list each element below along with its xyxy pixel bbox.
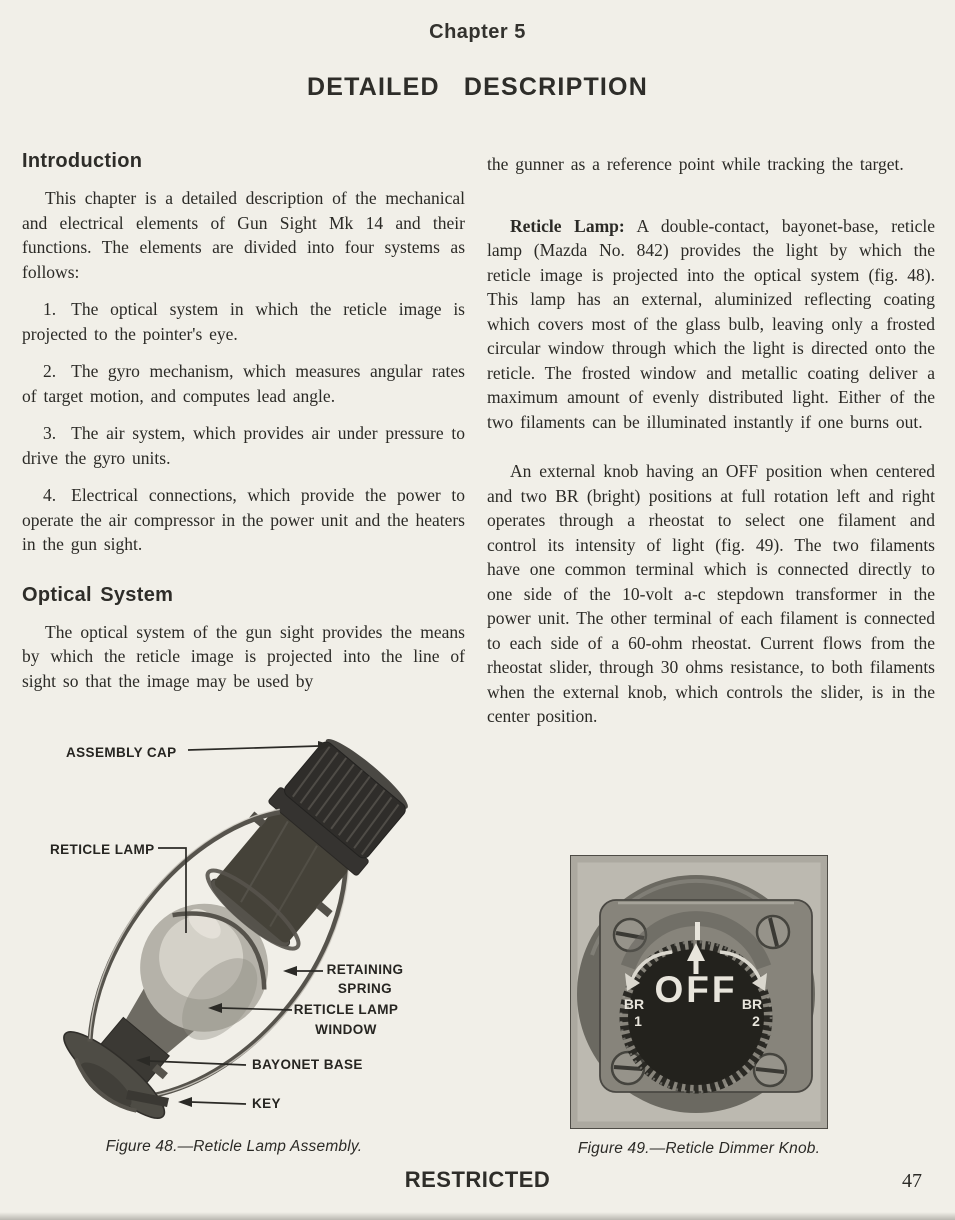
list-item [22,359,465,408]
intro-paragraph: This chapter is a detailed description of the mechanical and electrical elements of Gun Sight Mk 14 and their functions. The elements are divided into four systems as follows: [22,188,465,282]
reticle-dimmer-knob-photo [570,855,828,1129]
reticle-lamp-run-in-heading: Reticle Lamp: [510,215,625,236]
assembly-cap-label: ASSEMBLY CAP [66,745,177,760]
list-item-text: The optical system in which the reticle image is projected to the pointer's eye. [22,299,465,344]
off-position-label: OFF [654,969,738,1010]
continuation-paragraph: the gunner as a reference point while tracking the target. [487,154,904,174]
classification-marking: RESTRICTED [404,1167,551,1192]
list-item-text: Electrical connections, which provide the power to operate the air compressor in the power unit and the heaters in the gun sight. [22,485,465,554]
list-number: 2. [43,361,57,381]
bayonet-base-label: BAYONET BASE [252,1057,363,1072]
list-number: 3. [43,423,57,443]
reticle-lamp-paragraph [487,214,935,435]
retaining-spring-label-line1: RETAINING [326,962,404,977]
right-column [487,152,935,742]
reticle-lamp-assembly-photo [20,733,480,1131]
figure-49-caption: Figure 49.—Reticle Dimmer Knob. [577,1140,821,1157]
reticle-lamp-window-label-line1: RETICLE LAMP [293,1002,399,1017]
figure-48-caption: Figure 48.—Reticle Lamp Assembly. [105,1138,363,1155]
retaining-spring-label-line2: SPRING [337,981,393,996]
list-item-text: The gyro mechanism, which measures angular rates of target motion, and computes lead angle. [22,361,465,406]
br1-label: BR [623,996,645,1012]
figure-49-reticle-dimmer-knob [570,855,828,1158]
optical-system-paragraph: The optical system of the gun sight provides the means by which the reticle image is projected into the line of sight so that the image may be used by [22,621,465,691]
key-label: KEY [252,1096,281,1111]
chapter-heading: Chapter 5 [429,21,526,43]
scan-edge-shadow [0,1212,955,1220]
page-title: DETAILED DESCRIPTION [307,73,648,101]
reticle-lamp-window-label-line2: WINDOW [315,1022,377,1037]
page-header [0,0,955,102]
dimmer-knob-paragraph: An external knob having an OFF position when centered and two BR (bright) positions at full rotation left and right operates through a rheostat to select one filament and control its intensity of light (fig. 49). The two filaments have one common terminal which is connected directly to one side of the 10-volt a-c stepdown transformer in the power unit. The other terminal of each filament is connected to each side of a 60-ohm rheostat. Current flows from the rheostat slider, through 30 ohms resistance, to both filaments when the external knob, which controls the slider, is in the center position. [487,461,935,726]
reticle-lamp-text: A double-contact, bayonet-base, reticle lamp (Mazda No. 842) provides the light by which the reticle image is projected into the optical system (fig. 48). This lamp has an external, aluminized reflecting coating which covers most of the glass bulb, leaving only a frosted circular window through which the light is directed onto the reticle. The frosted window and metallic coating deliver a maximum amount of evenly distributed light. Either of the two filaments can be illuminated instantly if one burns out. [487,215,935,432]
list-number: 1. [43,299,57,319]
list-item-text: The air system, which provides air under pressure to drive the gyro units. [22,423,465,468]
br2-label: BR [741,996,763,1012]
list-number: 4. [43,485,57,505]
left-column [22,150,465,706]
reticle-lamp-label: RETICLE LAMP [50,842,155,857]
br2-number: 2 [752,1013,760,1029]
list-item [22,483,465,557]
arrowhead-icon [178,1097,192,1107]
arrowhead-icon [283,966,297,976]
list-item [22,421,465,470]
list-item [22,297,465,346]
section-heading-optical-system: Optical System [22,583,174,606]
br1-number: 1 [634,1013,642,1029]
page-number: 47 [902,1170,922,1192]
section-heading-introduction: Introduction [22,150,143,172]
lamp-assembly-drawing [30,733,443,1131]
figure-48-reticle-lamp-assembly [20,733,480,1156]
index-mark [695,922,700,940]
